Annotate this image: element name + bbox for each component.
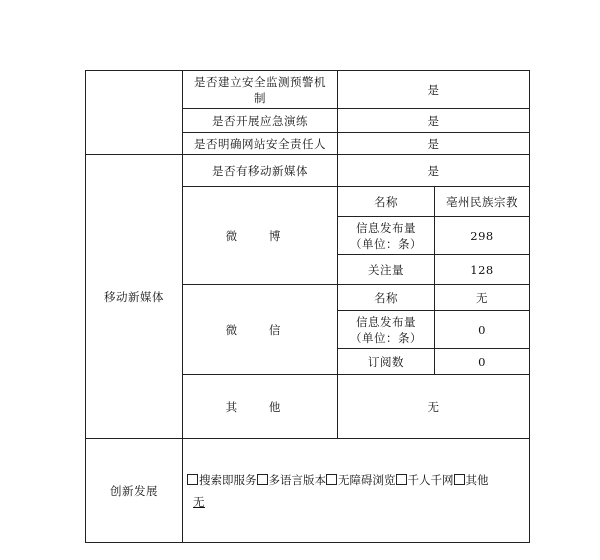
wechat-label: 微 信 [183,285,338,375]
drill-label: 是否开展应急演练 [183,109,338,133]
weibo-followers-value: 128 [435,255,530,285]
weibo-posts-label [338,217,435,255]
option-search-as-service[interactable] [187,473,257,487]
wechat-name-value: 无 [435,285,530,311]
monitoring-label: 是否建立安全监测预警机制 [183,71,338,109]
wechat-name-label: 名称 [338,285,435,311]
weibo-posts-value: 298 [435,217,530,255]
checkbox-icon[interactable] [396,474,407,485]
checkbox-icon[interactable] [257,474,268,485]
wechat-subscribers-label: 订阅数 [338,349,435,375]
option-label: 搜索即服务 [199,472,257,487]
weibo-name-value: 亳州民族宗教 [435,187,530,217]
drill-value: 是 [338,109,530,133]
owner-label: 是否明确网站安全责任人 [183,133,338,155]
innovation-options-cell [183,439,530,543]
option-other[interactable] [454,473,489,487]
weibo-label: 微 博 [183,187,338,285]
option-label: 千人千网 [407,472,454,487]
mobile-media-section-label: 移动新媒体 [86,155,183,439]
checkbox-icon[interactable] [187,474,198,485]
option-personalized[interactable] [396,473,454,487]
weibo-posts-label-line2: （单位：条） [350,236,422,251]
innovation-options [187,472,525,488]
weibo-followers-label: 关注量 [338,255,435,285]
wechat-posts-label-line1: 信息发布量 [356,314,416,329]
option-label: 其他 [465,472,489,487]
option-label: 多语言版本 [268,472,326,487]
option-label: 无障碍浏览 [338,472,396,487]
innovation-other-value: 无 [193,494,205,509]
checkbox-icon[interactable] [454,474,465,485]
owner-value: 是 [338,133,530,155]
other-media-value: 无 [338,375,530,439]
wechat-subscribers-value: 0 [435,349,530,375]
option-multilingual[interactable] [257,473,327,487]
other-media-label: 其 他 [183,375,338,439]
option-accessibility[interactable] [326,473,396,487]
monitoring-value: 是 [338,71,530,109]
report-table [85,70,530,543]
security-section-cell [86,71,183,155]
has-media-label: 是否有移动新媒体 [183,155,338,187]
wechat-posts-label [338,311,435,349]
innovation-section-label: 创新发展 [86,439,183,543]
has-media-value: 是 [338,155,530,187]
checkbox-icon[interactable] [326,474,337,485]
weibo-name-label: 名称 [338,187,435,217]
wechat-posts-value: 0 [435,311,530,349]
weibo-posts-label-line1: 信息发布量 [356,220,416,235]
wechat-posts-label-line2: （单位：条） [350,330,422,345]
